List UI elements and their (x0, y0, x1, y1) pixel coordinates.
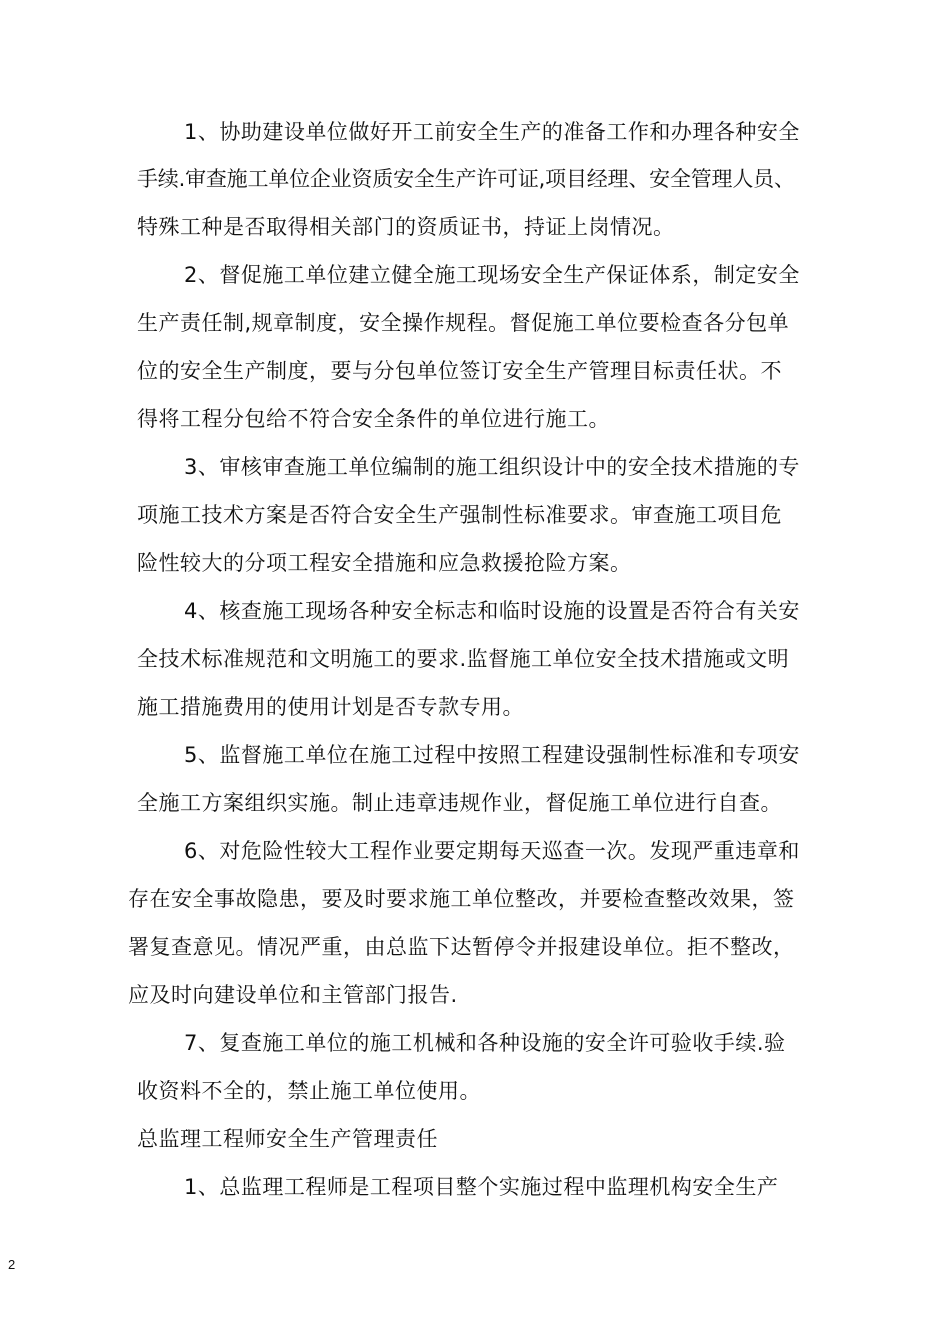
text-line: 存在安全事故隐患，要及时要求施工单位整改，并要检查整改效果，签 (128, 887, 795, 911)
text-line: 收资料不全的，禁止施工单位使用。 (137, 1079, 481, 1103)
text-line: 应及时向建设单位和主管部门报告. (128, 983, 458, 1007)
text-line: 手续.审查施工单位企业资质安全生产许可证,项目经理、安全管理人员、 (137, 167, 795, 191)
text-line: 2、督促施工单位建立健全施工现场安全生产保证体系，制定安全 (184, 263, 800, 287)
text-line: 特殊工种是否取得相关部门的资质证书，持证上岗情况。 (137, 215, 675, 239)
text-line: 署复查意见。情况严重，由总监下达暂停令并报建设单位。拒不整改， (128, 935, 795, 959)
text-line: 位的安全生产制度，要与分包单位签订安全生产管理目标责任状。不 (137, 359, 782, 383)
text-line: 6、对危险性较大工程作业要定期每天巡查一次。发现严重违章和 (184, 839, 800, 863)
text-line: 4、核查施工现场各种安全标志和临时设施的设置是否符合有关安 (184, 599, 800, 623)
text-line: 1、协助建设单位做好开工前安全生产的准备工作和办理各种安全 (184, 120, 800, 144)
text-line: 全施工方案组织实施。制止违章违规作业，督促施工单位进行自查。 (137, 791, 782, 815)
text-line: 险性较大的分项工程安全措施和应急救援抢险方案。 (137, 551, 632, 575)
text-line: 得将工程分包给不符合安全条件的单位进行施工。 (137, 407, 610, 431)
text-line: 项施工技术方案是否符合安全生产强制性标准要求。审查施工项目危 (137, 503, 782, 527)
section-heading: 总监理工程师安全生产管理责任 (137, 1127, 438, 1151)
text-line: 3、审核审查施工单位编制的施工组织设计中的安全技术措施的专 (184, 455, 800, 479)
text-line: 施工措施费用的使用计划是否专款专用。 (137, 695, 524, 719)
text-line: 全技术标准规范和文明施工的要求.监督施工单位安全技术措施或文明 (137, 647, 790, 671)
text-line: 7、复查施工单位的施工机械和各种设施的安全许可验收手续.验 (184, 1031, 786, 1055)
text-line: 生产责任制,规章制度，安全操作规程。督促施工单位要检查各分包单 (137, 311, 790, 335)
text-line: 5、监督施工单位在施工过程中按照工程建设强制性标准和专项安 (184, 743, 800, 767)
text-line: 1、总监理工程师是工程项目整个实施过程中监理机构安全生产 (184, 1175, 779, 1199)
page-number: 2 (8, 1257, 16, 1272)
